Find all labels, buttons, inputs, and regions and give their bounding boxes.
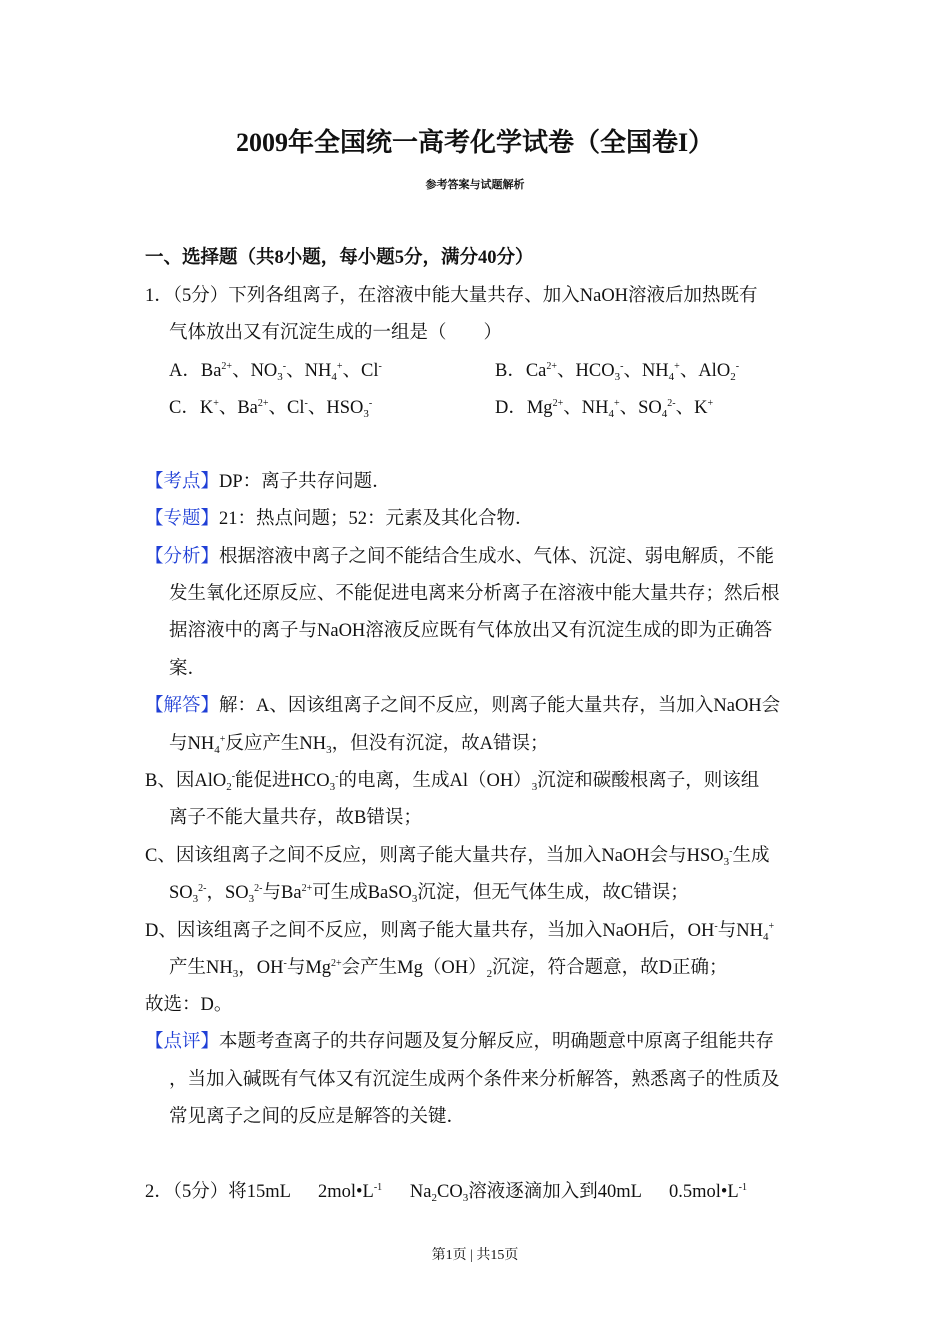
superscript: +: [707, 398, 714, 409]
fenxi-line: [169, 582, 780, 606]
section-label: 【考点】: [145, 472, 220, 492]
dianping-line: [145, 1030, 774, 1054]
text-run: 、Cl: [342, 361, 379, 381]
text-run: 发生氧化还原反应、不能促进电离来分析离子在溶液中能大量共存；然后根: [169, 584, 780, 604]
jieda-line: [145, 769, 759, 793]
text-run: 与Mg: [286, 958, 332, 978]
question-2-stem: [145, 1180, 747, 1204]
subscript: 3: [363, 408, 369, 420]
subscript: 3: [248, 893, 255, 905]
text-run: 的电离，生成Al（OH）: [338, 771, 532, 791]
jieda-line: [169, 732, 548, 756]
superscript: -: [735, 361, 740, 372]
text-run: 沉淀，符合题意，故D正确；: [492, 958, 728, 978]
text-run: 故选：D。: [145, 995, 233, 1015]
subscript: 4: [608, 408, 614, 420]
question-1-stem: [145, 284, 758, 308]
option-b: [495, 359, 739, 383]
superscript: -: [729, 846, 733, 857]
text-run: C．K: [169, 398, 214, 418]
superscript: +: [674, 361, 680, 372]
text-run: 常见离子之间的反应是解答的关键．: [169, 1107, 466, 1127]
text-run: 根据溶液中离子之间不能结合生成水、气体、沉淀、弱电解质，不能: [219, 547, 775, 567]
text-run: 、Ba: [218, 398, 258, 418]
superscript: -: [714, 921, 718, 932]
jieda-line: [169, 806, 422, 830]
superscript: +: [336, 361, 343, 372]
text-run: 可生成BaSO: [312, 883, 412, 903]
text-run: A．Ba: [169, 361, 222, 381]
subscript: 4: [762, 931, 769, 943]
jieda-line: [145, 844, 770, 868]
superscript: 2+: [552, 398, 564, 409]
text-run: 与NH: [169, 734, 215, 754]
dianping-line: [169, 1068, 780, 1092]
jieda-line: [145, 694, 780, 718]
page-footer: 第1页 | 共15页: [431, 1248, 519, 1263]
answer-line: [145, 993, 232, 1017]
superscript: 2+: [546, 361, 558, 372]
text-run: ，SO: [206, 883, 249, 903]
text-run: 沉淀，但无气体生成，故C错误；: [417, 883, 689, 903]
text-run: 案．: [169, 659, 207, 679]
superscript: 2-: [254, 883, 263, 894]
section-label: 【解答】: [145, 696, 220, 716]
text-run: 据溶液中的离子与NaOH溶液反应既有气体放出又有沉淀生成的即为正确答: [169, 621, 773, 641]
section-label: 【专题】: [145, 509, 220, 529]
superscript: -: [282, 361, 287, 372]
text-run: 1．（5分）下列各组离子，在溶液中能大量共存、加入NaOH溶液后加热既有: [145, 286, 758, 306]
option-d: [495, 396, 713, 420]
superscript: -: [231, 771, 236, 782]
subscript: 4: [331, 371, 337, 383]
superscript: 2-: [667, 398, 676, 409]
text-run: 、HSO: [307, 398, 364, 418]
subscript: 3: [614, 371, 621, 383]
superscript: -: [620, 361, 624, 372]
text-run: ，OH: [238, 958, 284, 978]
document-subtitle: 参考答案与试题解析: [425, 179, 525, 191]
subscript: 2: [486, 968, 493, 980]
text-run: 与NH: [717, 921, 763, 941]
section-heading: 一、选择题（共8小题，每小题5分，满分40分）: [145, 248, 534, 268]
kaodian-line: [145, 470, 391, 494]
superscript: -1: [373, 1182, 383, 1193]
subscript: 3: [723, 856, 730, 868]
text-run: 反应产生NH: [225, 734, 327, 754]
subscript: 3: [192, 893, 199, 905]
option-c: [169, 396, 372, 420]
jieda-line: [145, 919, 774, 943]
superscript: -: [335, 771, 339, 782]
superscript: 2+: [221, 361, 233, 372]
text-run: DP：离子共存问题．: [219, 472, 391, 492]
superscript: -: [283, 958, 287, 969]
superscript: -1: [738, 1182, 747, 1193]
subscript: 2: [226, 781, 232, 793]
subscript: 2: [730, 371, 736, 383]
subscript: 3: [329, 781, 336, 793]
subscript: 3: [531, 781, 538, 793]
text-run: ，但没有沉淀，故A错误；: [331, 734, 549, 754]
text-run: ，当加入碱既有气体又有沉淀生成两个条件来分析解答，熟悉离子的性质及: [169, 1070, 780, 1090]
subscript: 3: [232, 968, 239, 980]
text-run: C、因该组离子之间不反应，则离子能大量共存，当加入NaOH会与HSO: [145, 846, 724, 866]
text-run: 、NH: [623, 361, 669, 381]
dianping-line: [169, 1105, 465, 1129]
superscript: +: [213, 398, 219, 409]
text-run: 气体放出又有沉淀生成的一组是（ ）: [169, 323, 503, 343]
document-title: 2009年全国统一高考化学试卷（全国卷I）: [235, 128, 715, 157]
text-run: 、HCO: [557, 361, 615, 381]
subscript: 3: [277, 371, 283, 383]
superscript: -: [304, 398, 308, 409]
text-run: 能促进HCO: [235, 771, 330, 791]
text-run: B、因AlO: [145, 771, 227, 791]
fenxi-line: [169, 619, 772, 643]
superscript: -: [368, 398, 373, 409]
subscript: 3: [326, 744, 332, 756]
jieda-line: [169, 881, 689, 905]
text-run: 离子不能大量共存，故B错误；: [169, 808, 422, 828]
text-run: 解：A、因该组离子之间不反应，则离子能大量共存，当加入NaOH会: [219, 696, 781, 716]
text-run: B．Ca: [495, 361, 547, 381]
text-run: 本题考查离子的共存问题及复分解反应，明确题意中原离子组能共存: [219, 1032, 775, 1052]
text-run: SO: [169, 883, 193, 903]
text-run: 与Ba: [262, 883, 302, 903]
superscript: +: [219, 734, 226, 745]
jieda-line: [169, 956, 727, 980]
text-run: 溶液逐滴加入到40mL 0.5mol•L: [468, 1182, 739, 1202]
text-run: 、NO: [232, 361, 278, 381]
zhuanti-line: [145, 507, 534, 531]
section-label: 【点评】: [145, 1032, 220, 1052]
text-run: CO: [436, 1182, 463, 1202]
text-run: 生成: [732, 846, 770, 866]
superscript: 2+: [301, 883, 313, 894]
subscript: 3: [462, 1192, 469, 1204]
superscript: +: [768, 921, 775, 932]
option-a: [169, 359, 382, 383]
text-run: 2．（5分）将15mL 2mol•L: [145, 1182, 374, 1202]
text-run: Na: [382, 1182, 432, 1202]
text-run: 沉淀和碳酸根离子，则该组: [537, 771, 760, 791]
superscript: -: [378, 361, 382, 372]
fenxi-line: [169, 657, 206, 681]
text-run: D．Mg: [495, 398, 553, 418]
text-run: D、因该组离子之间不反应，则离子能大量共存，当加入NaOH后，OH: [145, 921, 715, 941]
superscript: 2+: [257, 398, 269, 409]
superscript: 2+: [331, 958, 342, 969]
text-run: 、K: [675, 398, 708, 418]
text-run: 产生NH: [169, 958, 233, 978]
subscript: 2: [431, 1192, 437, 1204]
superscript: 2-: [198, 883, 207, 894]
fenxi-line: [145, 545, 774, 569]
subscript: 4: [661, 408, 668, 420]
text-run: 、SO: [619, 398, 662, 418]
subscript: 4: [668, 371, 675, 383]
text-run: 、Cl: [268, 398, 305, 418]
text-run: 、NH: [563, 398, 609, 418]
text-run: 、AlO: [679, 361, 731, 381]
text-run: 会产生Mg（OH）: [341, 958, 487, 978]
subscript: 3: [411, 893, 418, 905]
text-run: 、NH: [286, 361, 332, 381]
question-1-stem: [169, 321, 502, 345]
text-run: 21：热点问题；52：元素及其化合物．: [219, 509, 534, 529]
subscript: 4: [214, 744, 220, 756]
section-label: 【分析】: [145, 547, 220, 567]
superscript: +: [613, 398, 620, 409]
